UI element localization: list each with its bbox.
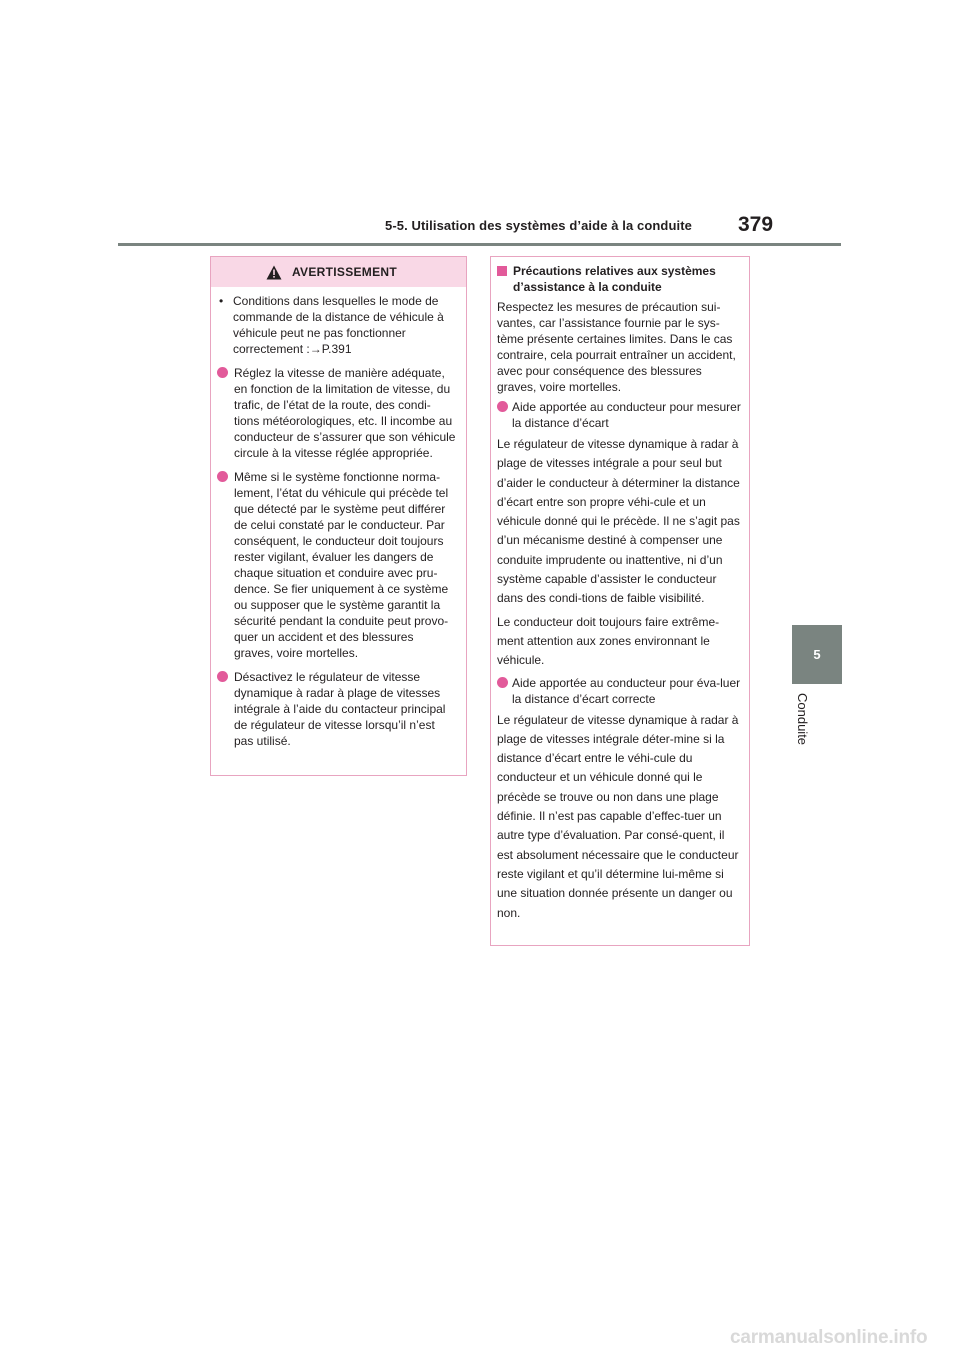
precautions-paragraph: Le régulateur de vitesse dynamique à radar à plage de vitesses intégrale a pour seul but d’aider le conducteur à déterminer la distance d’écart entre son propre véhi-cule et un véhicule donné qui le précède. Il ne s’agit pas d’un mécanisme destiné à compenser une conduite imprudente ou inattentive, ni d’un système capable d’assister le conducteur dans des condi-tions de faible visibilité. xyxy=(497,437,740,606)
watermark-logo: carmanualsonline.info xyxy=(730,1327,928,1348)
warning-box xyxy=(210,256,467,776)
bullet-circle-icon xyxy=(497,401,508,412)
chapter-tab[interactable] xyxy=(792,625,842,684)
precautions-heading xyxy=(497,263,741,295)
warning-title: AVERTISSEMENT xyxy=(291,265,398,279)
warning-item xyxy=(217,293,456,357)
bullet-circle-icon xyxy=(497,677,508,688)
precautions-paragraph: Le régulateur de vitesse dynamique à radar à plage de vitesses intégrale déter-mine si la distance d’écart entre le véhi-cule du conducteur et un véhicule donné qui le précède se trouve ou non dans une plage définie. Il n’est pas capable d’effec-tuer un autre type d’évaluation. Par consé-quent, il est absolument nécessaire que le conducteur reste vigilant et qu’il détermine lui-même si une situation donnée présente un danger ou non. xyxy=(497,712,739,920)
warning-body xyxy=(211,287,466,749)
warning-triangle-icon xyxy=(266,265,282,280)
precautions-intro: Respectez les mesures de précaution sui-vantes, car l’assistance fournie par le sys-tème présente certaines limites. Dans le cas contraire, cela pourrait entraîner un accident, avec pour conséquence des blessures graves, voire mortelles. xyxy=(497,300,736,394)
bullet-circle-icon xyxy=(217,671,228,682)
warning-item-text: Désactivez le régulateur de vitesse dynamique à radar à plage de vitesses intégrale à l’aide du contacteur principal de régulateur de vitesse lorsqu’il n’est pas utilisé. xyxy=(234,670,446,748)
page-number: 379 xyxy=(738,213,774,236)
precautions-item xyxy=(497,675,741,707)
chapter-number: 5 xyxy=(813,647,821,662)
header-rule xyxy=(118,243,841,246)
square-bullet-icon xyxy=(497,266,507,276)
warning-item xyxy=(217,669,456,749)
section-title: 5-5. Utilisation des systèmes d’aide à la conduite xyxy=(385,218,692,233)
precautions-item-title: Aide apportée au conducteur pour éva-luer la distance d’écart correcte xyxy=(512,675,741,706)
chapter-label: Conduite xyxy=(795,693,810,746)
bullet-dot-icon: • xyxy=(219,294,224,308)
warning-item-text: Même si le système fonctionne norma-lement, l’état du véhicule qui précède tel que détecté par le système peut différer de celui constaté par le conducteur. Par conséquent, le conducteur doit toujours rester vigilant, évaluer les dangers de chaque situation et conduire avec pru-dence. Se fier uniquement à ce système ou supposer que le système garantit la sécurité pendant la conduite peut provo-quer un accident et des blessures graves, voire mortelles. xyxy=(234,470,449,660)
warning-item xyxy=(217,469,456,661)
bullet-circle-icon xyxy=(217,367,228,378)
precautions-heading-text: Précautions relatives aux systèmes d’assistance à la conduite xyxy=(513,264,716,294)
precautions-box xyxy=(490,256,750,946)
bullet-circle-icon xyxy=(217,471,228,482)
warning-item-text: Conditions dans lesquelles le mode de commande de la distance de véhicule à véhicule peut ne pas fonctionner correctement :→P.391 xyxy=(233,294,444,356)
precautions-paragraph: Le conducteur doit toujours faire extrême-ment attention aux zones environnant le véhicule. xyxy=(497,614,720,668)
warning-item xyxy=(217,365,456,461)
precautions-item-title: Aide apportée au conducteur pour mesurer la distance d’écart xyxy=(512,400,741,430)
warning-header xyxy=(211,257,466,287)
precautions-item xyxy=(497,399,741,431)
warning-item-text: Réglez la vitesse de manière adéquate, en fonction de la limitation de vitesse, du trafic, de l’état de la route, des condi-tions météorologiques, etc. Il incombe au conducteur de s’assurer que son véhicule circule à la vitesse réglée appropriée. xyxy=(234,366,456,460)
